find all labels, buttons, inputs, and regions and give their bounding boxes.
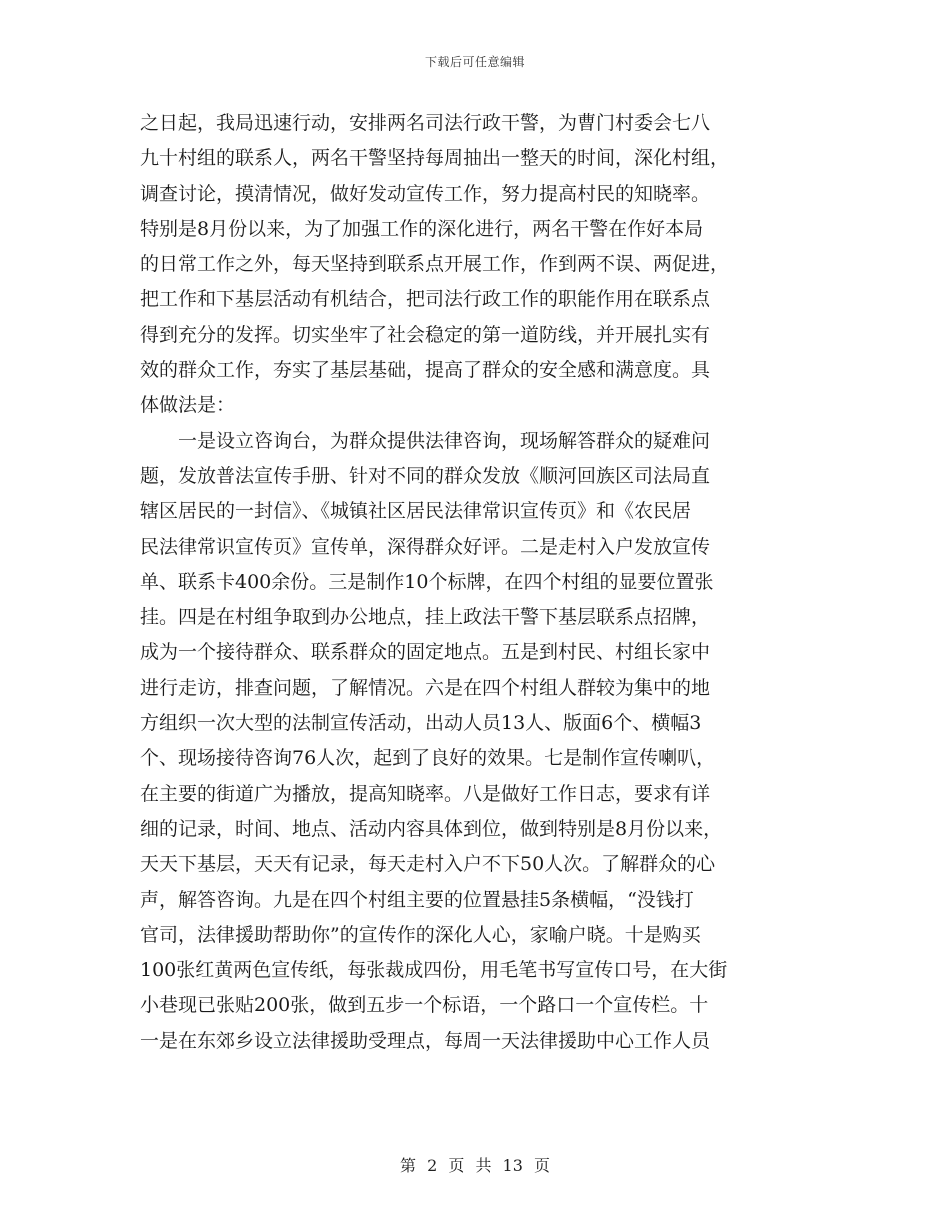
text-line: 小巷现已张贴200张，做到五步一个标语，一个路口一个宣传栏。十 <box>140 994 709 1017</box>
text-line: 得到充分的发挥。切实坐牢了社会稳定的第一道防线，并开展扎实有 <box>140 323 711 346</box>
text-line: 细的记录，时间、地点、活动内容具体到位，做到特别是8月份以来， <box>140 817 723 840</box>
text-line: 一是设立咨询台，为群众提供法律咨询，现场解答群众的疑难问 <box>140 429 711 452</box>
text-line: 声，解答咨询。九是在四个村组主要的位置悬挂5条横幅，“没钱打 <box>140 888 694 911</box>
text-line: 天天下基层，天天有记录，每天走村入户不下50人次。了解群众的心 <box>140 853 716 876</box>
page-number: 第 2 页 共 13 页 <box>400 1156 550 1175</box>
text-line: 题，发放普法宣传手册、针对不同的群众发放《顺河回族区司法局直 <box>140 464 711 487</box>
text-line: 挂。四是在村组争取到办公地点，挂上政法干警下基层联系点招牌， <box>140 606 711 629</box>
text-line: 民法律常识宣传页》宣传单，深得群众好评。二是走村入户发放宣传 <box>140 535 711 558</box>
page-header-note: 下载后可任意编辑 <box>424 55 525 69</box>
text-line: 九十村组的联系人，两名干警坚持每周抽出一整天的时间，深化村组， <box>140 147 730 170</box>
text-line: 单、联系卡400余份。三是制作10个标牌，在四个村组的显要位置张 <box>140 570 714 593</box>
text-line: 把工作和下基层活动有机结合，把司法行政工作的职能作用在联系点 <box>140 288 711 311</box>
text-line: 特别是8月份以来，为了加强工作的深化进行，两名干警在作好本局 <box>140 217 704 240</box>
text-line: 官司，法律援助帮助你”的宣传作的深化人心，家喻户晓。十是购买 <box>140 923 701 946</box>
text-line: 的日常工作之外，每天坚持到联系点开展工作，作到两不误、两促进， <box>140 253 730 276</box>
text-line: 100张红黄两色宣传纸，每张裁成四份，用毛笔书写宣传口号，在大街 <box>140 959 728 982</box>
text-line: 辖区居民的一封信》、《城镇社区居民法律常识宣传页》和《农民居 <box>140 500 692 523</box>
text-line: 个、现场接待咨询76人次，起到了良好的效果。七是制作宣传喇叭， <box>140 747 716 770</box>
text-line: 进行走访，排查问题，了解情况。六是在四个村组人群较为集中的地 <box>140 676 711 699</box>
text-line: 在主要的街道广为播放，提高知晓率。八是做好工作日志，要求有详 <box>140 782 711 805</box>
text-line: 一是在东郊乡设立法律援助受理点，每周一天法律援助中心工作人员 <box>140 1029 711 1052</box>
text-line: 之日起，我局迅速行动，安排两名司法行政干警，为曹门村委会七八 <box>140 112 711 134</box>
text-line: 调查讨论，摸清情况，做好发动宣传工作，努力提高村民的知晓率。 <box>140 182 711 205</box>
text-line: 方组织一次大型的法制宣传活动，出动人员13人、版面6个、横幅3 <box>140 712 702 735</box>
text-line: 成为一个接待群众、联系群众的固定地点。五是到村民、村组长家中 <box>140 641 711 664</box>
text-line: 效的群众工作，夯实了基层基础，提高了群众的安全感和满意度。具 <box>140 359 711 382</box>
body-text <box>140 106 812 1059</box>
text-line: 体做法是： <box>140 394 236 417</box>
